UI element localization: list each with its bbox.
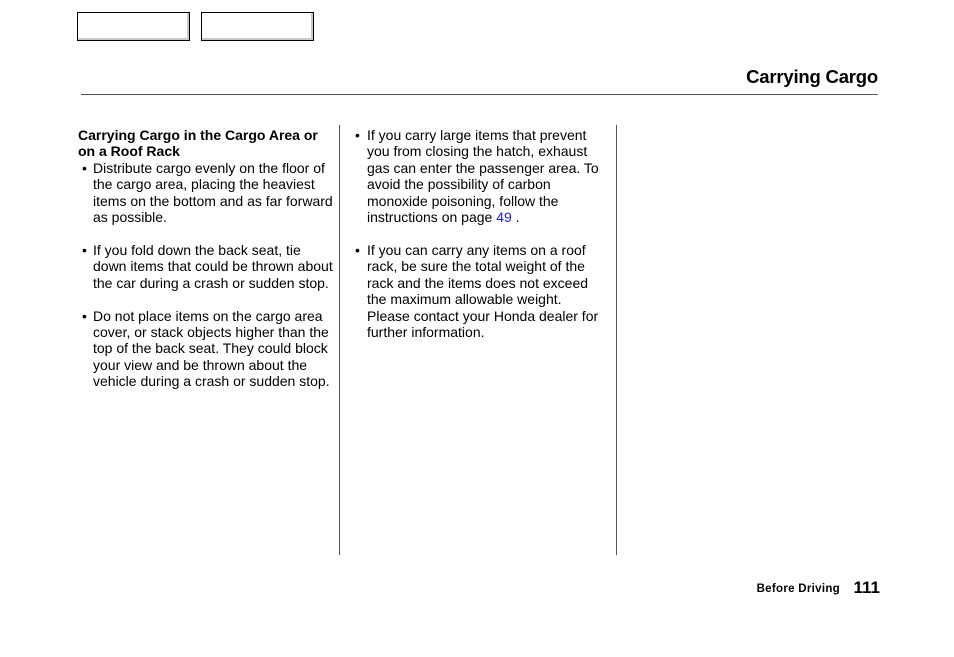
previous-page-button[interactable] [77,12,190,41]
section-heading: Carrying Cargo in the Cargo Area or on a Roof Rack [78,127,318,160]
list-item-text: If you fold down the back seat, tie down items that could be thrown about the car during a crash or sudden stop. [93,241,333,291]
list-item-text: Distribute cargo evenly on the floor of the cargo area, placing the heaviest items on the bottom and as far forward as possible. [93,159,333,226]
page-title: Carrying Cargo [746,66,878,87]
column-divider [339,125,340,555]
bullet-icon: • [355,127,360,143]
bullet-icon: • [355,241,360,258]
list-item-text: If you carry large items that prevent you from closing the hatch, exhaust gas can enter the passenger area. To avoid the possibility of carbon monoxide poisoning, follow the instructions on page [367,127,599,226]
next-page-button[interactable] [201,12,314,41]
footer-section-name: Before Driving [756,583,840,595]
list-item-text: Do not place items on the cargo area cover, or stack objects higher than the top of the back seat. They could block your view and be thrown about the vehicle during a crash or sudden stop. [93,307,330,390]
list-item-text: If you can carry any items on a roof rack, be sure the total weight of the rack and the items does not exceed the maximum allowable weight. Please contact your Honda dealer for further information. [367,241,599,340]
list-item [78,242,334,291]
bullet-icon: • [82,159,87,176]
list-item [354,242,606,340]
left-column [78,127,334,390]
middle-column [354,127,606,340]
page-number: 111 [853,578,880,597]
list-item [78,308,334,390]
bullet-icon: • [82,307,87,324]
bullet-icon: • [82,241,87,258]
header-divider [81,94,878,95]
column-divider [616,125,617,555]
list-item-end: . [515,209,520,226]
list-item [354,127,606,225]
list-item [78,160,334,226]
page-reference-link[interactable]: 49 [496,209,512,226]
